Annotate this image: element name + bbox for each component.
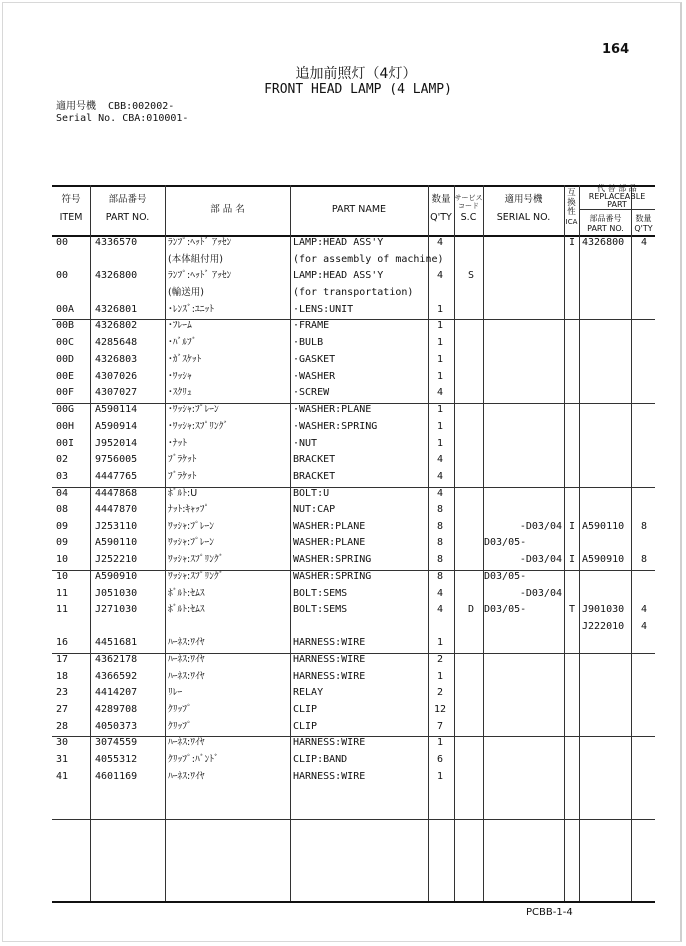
- item-cell: 09: [56, 537, 69, 548]
- item-cell: 09: [56, 521, 69, 532]
- item-cell: 11: [56, 604, 69, 615]
- part-name-cell: BRACKET: [293, 471, 336, 482]
- header-svc-en: S.C: [460, 212, 477, 223]
- serial-cell: D03/05-: [484, 537, 527, 548]
- header-ica-jp1: 互: [567, 188, 576, 198]
- table-row: [52, 286, 655, 302]
- part-name-cell: (for transportation): [293, 287, 414, 298]
- japanese-name-cell: ﾅｯﾄ:ｷｬｯﾌﾟ: [168, 504, 210, 515]
- replaceable-part-cell: J901030: [582, 604, 625, 615]
- header-qty-en: Q'TY: [430, 212, 452, 223]
- part-name-cell: HARNESS:WIRE: [293, 737, 366, 748]
- applicable-line-2: Serial No. CBA:010001-: [56, 113, 189, 124]
- item-cell: 30: [56, 737, 69, 748]
- item-cell: 00C: [56, 337, 75, 348]
- table-row: [52, 603, 655, 619]
- header-service-code: [454, 194, 483, 224]
- japanese-name-cell: ﾊｰﾈｽ:ﾜｲﾔ: [168, 637, 205, 648]
- item-cell: 02: [56, 454, 69, 465]
- part-number-cell: A590910: [95, 571, 138, 582]
- table-row: [52, 636, 655, 652]
- part-number-cell: J271030: [95, 604, 138, 615]
- table-row: [52, 386, 655, 402]
- replaceable-part-cell: J222010: [582, 621, 625, 632]
- japanese-name-cell: ｸﾘｯﾌﾟ:ﾊﾞﾝﾄﾞ: [168, 754, 219, 765]
- part-number-cell: 4326803: [95, 354, 138, 365]
- header-item: [52, 194, 90, 224]
- service-code-cell: D: [467, 604, 475, 615]
- replaceable-qty-cell: 8: [640, 521, 648, 532]
- header-svc-jp2: コード: [458, 202, 479, 210]
- interchangeability-cell: I: [568, 521, 576, 532]
- part-number-cell: 3074559: [95, 737, 138, 748]
- table-row: [52, 536, 655, 552]
- serial-cell: D03/05-: [484, 571, 527, 582]
- applicable-line-1: 適用号機 CBB:002002-: [56, 101, 175, 112]
- item-cell: 31: [56, 754, 69, 765]
- part-number-cell: 4326801: [95, 304, 138, 315]
- item-cell: 00G: [56, 404, 75, 415]
- header-rep-qty: [632, 214, 655, 234]
- part-number-cell: 4366592: [95, 671, 138, 682]
- japanese-name-cell: ﾜｯｼｬ:ﾌﾟﾚｰﾝ: [168, 521, 214, 532]
- table-row: [52, 570, 655, 586]
- table-row: [52, 670, 655, 686]
- table-row: [52, 503, 655, 519]
- item-cell: 28: [56, 721, 69, 732]
- part-name-cell: ·BULB: [293, 337, 324, 348]
- quantity-cell: 1: [436, 354, 444, 365]
- header-ica-en: ICA: [565, 217, 578, 226]
- replaceable-qty-cell: 4: [640, 621, 648, 632]
- interchangeability-cell: I: [568, 237, 576, 248]
- table-row: [52, 753, 655, 769]
- quantity-cell: 4: [436, 454, 444, 465]
- header-rep-part-en: PART NO.: [587, 224, 624, 233]
- japanese-name-cell: ﾘﾚｰ: [168, 687, 183, 698]
- table-row: [52, 336, 655, 352]
- part-name-cell: ·NUT: [293, 438, 318, 449]
- quantity-cell: 8: [436, 537, 444, 548]
- japanese-name-cell: ･ﾅｯﾄ: [168, 438, 188, 449]
- quantity-cell: 1: [436, 637, 444, 648]
- japanese-name-cell: ･ﾊﾞﾙﾌﾞ: [168, 337, 197, 348]
- part-name-cell: HARNESS:WIRE: [293, 637, 366, 648]
- table-row: [52, 319, 655, 335]
- quantity-cell: 4: [436, 604, 444, 615]
- item-cell: 04: [56, 488, 69, 499]
- table-row: [52, 470, 655, 486]
- quantity-cell: 1: [436, 771, 444, 782]
- part-name-cell: LAMP:HEAD ASS'Y: [293, 237, 384, 248]
- part-number-cell: 4326802: [95, 320, 138, 331]
- header-part-no: [90, 194, 165, 224]
- part-number-cell: 4307026: [95, 371, 138, 382]
- japanese-name-cell: ﾗﾝﾌﾟ:ﾍｯﾄﾞ ｱｯｾﾝ: [168, 270, 232, 281]
- japanese-name-cell: ﾜｯｼｬ:ﾌﾟﾚｰﾝ: [168, 537, 214, 548]
- interchangeability-cell: T: [568, 604, 576, 615]
- part-number-cell: 4050373: [95, 721, 138, 732]
- table-row: [52, 236, 655, 252]
- part-number-cell: 4285648: [95, 337, 138, 348]
- part-number-cell: 4362178: [95, 654, 138, 665]
- table-row: [52, 553, 655, 569]
- item-cell: 00I: [56, 438, 75, 449]
- part-number-cell: A590114: [95, 404, 138, 415]
- part-name-cell: BOLT:SEMS: [293, 588, 348, 599]
- replaceable-qty-cell: 4: [640, 604, 648, 615]
- header-qty: [428, 194, 454, 224]
- quantity-cell: 1: [436, 337, 444, 348]
- part-name-cell: RELAY: [293, 687, 324, 698]
- serial-cell: -D03/04: [519, 554, 562, 565]
- part-number-cell: A590914: [95, 421, 138, 432]
- header-part-jp: 部品番号: [108, 194, 147, 205]
- quantity-cell: 4: [436, 237, 444, 248]
- item-cell: 41: [56, 771, 69, 782]
- quantity-cell: 1: [436, 304, 444, 315]
- part-name-cell: CLIP: [293, 704, 318, 715]
- document-code: PCBB-1-4: [526, 907, 573, 918]
- header-rep-en2: PART: [607, 200, 627, 209]
- header-ica-jp3: 性: [567, 207, 576, 217]
- header-rep-qty-jp: 数量: [635, 214, 652, 223]
- japanese-name-cell: ﾊｰﾈｽ:ﾜｲﾔ: [168, 771, 205, 782]
- quantity-cell: 6: [436, 754, 444, 765]
- header-serial-en: SERIAL NO.: [496, 212, 551, 223]
- part-number-cell: J253110: [95, 521, 138, 532]
- japanese-name-cell: ･ﾚﾝｽﾞ:ﾕﾆｯﾄ: [168, 304, 214, 315]
- quantity-cell: 1: [436, 438, 444, 449]
- table-row: [52, 720, 655, 736]
- quantity-cell: 2: [436, 654, 444, 665]
- quantity-cell: 4: [436, 488, 444, 499]
- japanese-name-cell: ﾊｰﾈｽ:ﾜｲﾔ: [168, 654, 205, 665]
- quantity-cell: 8: [436, 504, 444, 515]
- table-row: [52, 653, 655, 669]
- header-part-name: PART NAME: [331, 204, 387, 215]
- quantity-cell: 1: [436, 371, 444, 382]
- part-name-cell: ·FRAME: [293, 320, 330, 331]
- item-cell: 00E: [56, 371, 75, 382]
- quantity-cell: 2: [436, 687, 444, 698]
- quantity-cell: 4: [436, 270, 444, 281]
- item-cell: 00B: [56, 320, 75, 331]
- item-cell: 00F: [56, 387, 75, 398]
- header-part-en: PART NO.: [105, 212, 150, 223]
- quantity-cell: 8: [436, 554, 444, 565]
- japanese-name-cell: ･ﾜｯｼｬ:ﾌﾟﾚｰﾝ: [168, 404, 219, 415]
- part-number-cell: 4289708: [95, 704, 138, 715]
- part-name-cell: ·WASHER:PLANE: [293, 404, 372, 415]
- table-row: [52, 703, 655, 719]
- part-name-cell: HARNESS:WIRE: [293, 671, 366, 682]
- table-row: [52, 620, 655, 636]
- header-rep-jp: 代 替 部 品: [597, 184, 637, 193]
- part-name-cell: WASHER:PLANE: [293, 521, 366, 532]
- replaceable-part-cell: A590910: [582, 554, 625, 565]
- header-desc-jp: 部 品 名: [210, 204, 245, 215]
- japanese-name-cell: ﾗﾝﾌﾟ:ﾍｯﾄﾞ ｱｯｾﾝ: [168, 237, 232, 248]
- japanese-name-cell: (本体組付用): [168, 254, 223, 265]
- page-title-jp: 追加前照灯（4灯）: [295, 66, 417, 82]
- part-name-cell: BRACKET: [293, 454, 336, 465]
- quantity-cell: 4: [436, 471, 444, 482]
- japanese-name-cell: (輸送用): [168, 287, 204, 298]
- part-name-cell: HARNESS:WIRE: [293, 654, 366, 665]
- part-name-cell: ·WASHER: [293, 371, 336, 382]
- part-number-cell: 9756005: [95, 454, 138, 465]
- part-number-cell: 4336570: [95, 237, 138, 248]
- header-svc-jp1: サービス: [454, 194, 483, 202]
- part-number-cell: J252210: [95, 554, 138, 565]
- japanese-name-cell: ﾎﾞﾙﾄ:ｾﾑｽ: [168, 604, 205, 615]
- part-name-cell: WASHER:SPRING: [293, 554, 372, 565]
- part-number-cell: 4601169: [95, 771, 138, 782]
- quantity-cell: 1: [436, 421, 444, 432]
- table-row: [52, 437, 655, 453]
- part-number-cell: 4326800: [95, 270, 138, 281]
- japanese-name-cell: ﾌﾞﾗｹｯﾄ: [168, 471, 197, 482]
- part-name-cell: ·LENS:UNIT: [293, 304, 354, 315]
- header-item-jp: 符号: [61, 194, 81, 205]
- table-bottom-rule: [52, 901, 655, 903]
- japanese-name-cell: ﾌﾞﾗｹｯﾄ: [168, 454, 197, 465]
- part-number-cell: 4451681: [95, 637, 138, 648]
- part-number-cell: 4307027: [95, 387, 138, 398]
- applicable-serials: [56, 101, 188, 125]
- item-cell: 23: [56, 687, 69, 698]
- header-rep-part: [580, 214, 631, 234]
- header-item-en: ITEM: [59, 212, 83, 223]
- table-row: [52, 303, 655, 319]
- part-number-cell: A590110: [95, 537, 138, 548]
- table-row: [52, 370, 655, 386]
- item-cell: 00: [56, 270, 69, 281]
- quantity-cell: 8: [436, 571, 444, 582]
- interchangeability-cell: I: [568, 554, 576, 565]
- item-cell: 17: [56, 654, 69, 665]
- table-row: [52, 770, 655, 786]
- table-row: [52, 520, 655, 536]
- serial-cell: -D03/04: [519, 588, 562, 599]
- parts-table: [52, 185, 655, 903]
- part-number-cell: J051030: [95, 588, 138, 599]
- table-row: [52, 420, 655, 436]
- header-serial-jp: 適用号機: [504, 194, 543, 205]
- page-number: 164: [602, 42, 630, 57]
- japanese-name-cell: ･ﾜｯｼｬ:ｽﾌﾟﾘﾝｸﾞ: [168, 421, 229, 432]
- item-cell: 00A: [56, 304, 75, 315]
- japanese-name-cell: ﾎﾞﾙﾄ:U: [168, 488, 198, 499]
- table-row: [52, 453, 655, 469]
- quantity-cell: 4: [436, 387, 444, 398]
- item-cell: 10: [56, 554, 69, 565]
- service-code-cell: S: [467, 270, 475, 281]
- header-ica: [564, 189, 579, 227]
- table-row: [52, 403, 655, 419]
- replaceable-qty-cell: 4: [640, 237, 648, 248]
- serial-cell: D03/05-: [484, 604, 527, 615]
- quantity-cell: 1: [436, 320, 444, 331]
- item-cell: 16: [56, 637, 69, 648]
- header-replaceable: [579, 185, 655, 209]
- part-name-cell: WASHER:SPRING: [293, 571, 372, 582]
- item-cell: 11: [56, 588, 69, 599]
- quantity-cell: 1: [436, 737, 444, 748]
- table-row: [52, 686, 655, 702]
- item-cell: 18: [56, 671, 69, 682]
- part-name-cell: ·GASKET: [293, 354, 336, 365]
- part-name-cell: CLIP:BAND: [293, 754, 348, 765]
- table-row: [52, 253, 655, 269]
- quantity-cell: 1: [436, 404, 444, 415]
- quantity-cell: 8: [436, 521, 444, 532]
- japanese-name-cell: ﾜｯｼｬ:ｽﾌﾟﾘﾝｸﾞ: [168, 554, 224, 565]
- replaceable-part-cell: 4326800: [582, 237, 625, 248]
- part-name-cell: HARNESS:WIRE: [293, 771, 366, 782]
- japanese-name-cell: ･ｶﾞｽｹｯﾄ: [168, 354, 202, 365]
- part-name-cell: CLIP: [293, 721, 318, 732]
- part-name-cell: ·SCREW: [293, 387, 330, 398]
- part-name-cell: LAMP:HEAD ASS'Y: [293, 270, 384, 281]
- quantity-cell: 1: [436, 671, 444, 682]
- part-number-cell: 4447868: [95, 488, 138, 499]
- part-name-cell: BOLT:U: [293, 488, 330, 499]
- part-number-cell: 4055312: [95, 754, 138, 765]
- japanese-name-cell: ｸﾘｯﾌﾟ: [168, 704, 192, 715]
- item-cell: 10: [56, 571, 69, 582]
- part-number-cell: 4447765: [95, 471, 138, 482]
- japanese-name-cell: ･ﾌﾚｰﾑ: [168, 320, 192, 331]
- header-qty-jp: 数量: [431, 194, 451, 205]
- table-row: [52, 736, 655, 752]
- table-row: [52, 353, 655, 369]
- quantity-cell: 7: [436, 721, 444, 732]
- table-row: [52, 269, 655, 285]
- part-name-cell: (for assembly of machine): [293, 254, 444, 265]
- quantity-cell: 12: [433, 704, 447, 715]
- item-cell: 00: [56, 237, 69, 248]
- part-name-cell: WASHER:PLANE: [293, 537, 366, 548]
- table-row: [52, 487, 655, 503]
- part-name-cell: BOLT:SEMS: [293, 604, 348, 615]
- japanese-name-cell: ･ｽｸﾘｭ: [168, 387, 192, 398]
- item-cell: 00D: [56, 354, 75, 365]
- item-cell: 03: [56, 471, 69, 482]
- quantity-cell: 4: [436, 588, 444, 599]
- part-number-cell: J952014: [95, 438, 138, 449]
- replaceable-sub-rule: [579, 209, 655, 210]
- header-rep-part-jp: 部品番号: [589, 214, 622, 223]
- serial-cell: -D03/04: [519, 521, 562, 532]
- replaceable-part-cell: A590110: [582, 521, 625, 532]
- japanese-name-cell: ﾎﾞﾙﾄ:ｾﾑｽ: [168, 588, 205, 599]
- japanese-name-cell: ｸﾘｯﾌﾟ: [168, 721, 192, 732]
- japanese-name-cell: ﾊｰﾈｽ:ﾜｲﾔ: [168, 737, 205, 748]
- japanese-name-cell: ﾊｰﾈｽ:ﾜｲﾔ: [168, 671, 205, 682]
- part-name-cell: NUT:CAP: [293, 504, 336, 515]
- header-rep-qty-en: Q'TY: [634, 224, 653, 233]
- japanese-name-cell: ･ﾜｯｼｬ: [168, 371, 192, 382]
- replaceable-qty-cell: 8: [640, 554, 648, 565]
- part-number-cell: 4414207: [95, 687, 138, 698]
- header-ica-jp2: 換: [567, 197, 576, 208]
- item-cell: 00H: [56, 421, 75, 432]
- item-cell: 08: [56, 504, 69, 515]
- part-name-cell: ·WASHER:SPRING: [293, 421, 378, 432]
- part-number-cell: 4447870: [95, 504, 138, 515]
- page-title-en: FRONT HEAD LAMP (4 LAMP): [264, 82, 452, 97]
- header-serial: [483, 194, 564, 224]
- japanese-name-cell: ﾜｯｼｬ:ｽﾌﾟﾘﾝｸﾞ: [168, 571, 224, 582]
- table-row: [52, 587, 655, 603]
- item-cell: 27: [56, 704, 69, 715]
- header-rep-en1: REPLACEABLE: [588, 192, 646, 201]
